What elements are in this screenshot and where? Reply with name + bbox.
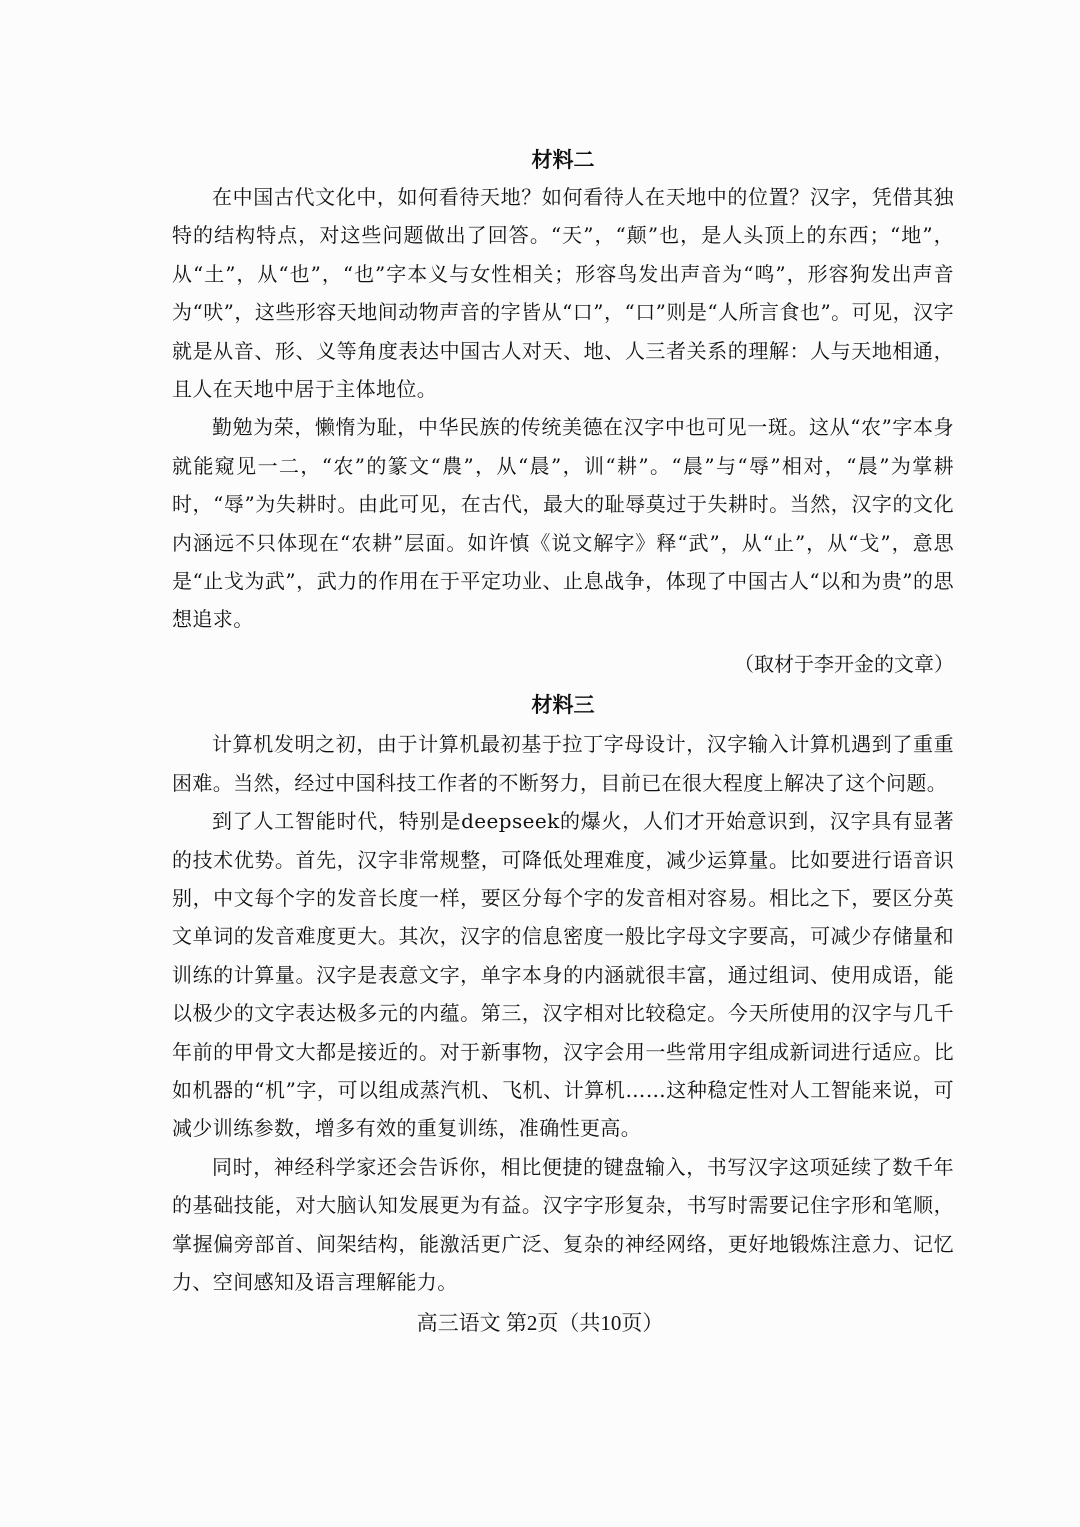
material-three-paragraph-2: 到了人工智能时代，特别是deepseek的爆火，人们才开始意识到，汉字具有显著的技术优势。首先，汉字非常规整，可降低处理难度，减少运算量。比如要进行语音识别，中文每个字的发音长度一样，要区分每个字的发音相对容易。相比之下，要区分英文单词的发音难度更大。其次，汉字的信息密度一般比字母文字要高，可减少存储量和训练的计算量。汉字是表意文字，单字本身的内涵就很丰富，通过组词、使用成语，能以极少的文字表达极多元的内蕴。第三，汉字相对比较稳定。今天所使用的汉字与几千年前的甲骨文大都是接近的。对于新事物，汉字会用一些常用字组成新词进行适应。比如机器的“机”字，可以组成蒸汽机、飞机、计算机……这种稳定性对人工智能来说，可减少训练参数，增多有效的重复训练，准确性更高。 xyxy=(172,809,954,1141)
material-two-source: （取材于李开金的文章） xyxy=(734,651,954,676)
material-two-heading: 材料二 xyxy=(531,147,595,172)
material-two-paragraph-1: 在中国古代文化中，如何看待天地？如何看待人在天地中的位置？汉字，凭借其独特的结构特点，对这些问题做出了回答。“天”，“颠”也，是人头顶上的东西；“地”，从“土”，从“也”，“也”字本义与女性相关；形容鸟发出声音为“鸣”，形容狗发出声音为“吠”，这些形容天地间动物声音的字皆从“口”，“口”则是“人所言食也”。可见，汉字就是从音、形、义等角度表达中国古人对天、地、人三者关系的理解：人与天地相通，且人在天地中居于主体地位。 xyxy=(172,185,954,402)
material-three-heading: 材料三 xyxy=(531,692,595,718)
material-three-paragraph-1: 计算机发明之初，由于计算机最初基于拉丁字母设计，汉字输入计算机遇到了重重困难。当然，经过中国科技工作者的不断努力，目前已在很大程度上解决了这个问题。 xyxy=(172,732,954,795)
page-content xyxy=(172,140,954,1301)
material-two-paragraph-2: 勤勉为荣，懒惰为耻，中华民族的传统美德在汉字中也可见一斑。这从“农”字本身就能窥见一二，“农”的篆文“農”，从“晨”，训“耕”。“晨”与“辱”相对，“晨”为掌耕时，“辱”为失耕时。由此可见，在古代，最大的耻辱莫过于失耕时。当然，汉字的文化内涵远不只体现在“农耕”层面。如许慎《说文解字》释“武”，从“止”，从“戈”，意思是“止戈为武”，武力的作用在于平定功业、止息战争，体现了中国古人“以和为贵”的思想追求。 xyxy=(172,415,954,632)
material-three-paragraph-3: 同时，神经科学家还会告诉你，相比便捷的键盘输入，书写汉字这项延续了数千年的基础技能，对大脑认知发展更为有益。汉字字形复杂，书写时需要记住字形和笔顺，掌握偏旁部首、间架结构，能激活更广泛、复杂的神经网络，更好地锻炼注意力、记忆力、空间感知及语言理解能力。 xyxy=(172,1154,954,1294)
page-footer: 高三语文 第2页（共10页） xyxy=(416,1311,664,1335)
